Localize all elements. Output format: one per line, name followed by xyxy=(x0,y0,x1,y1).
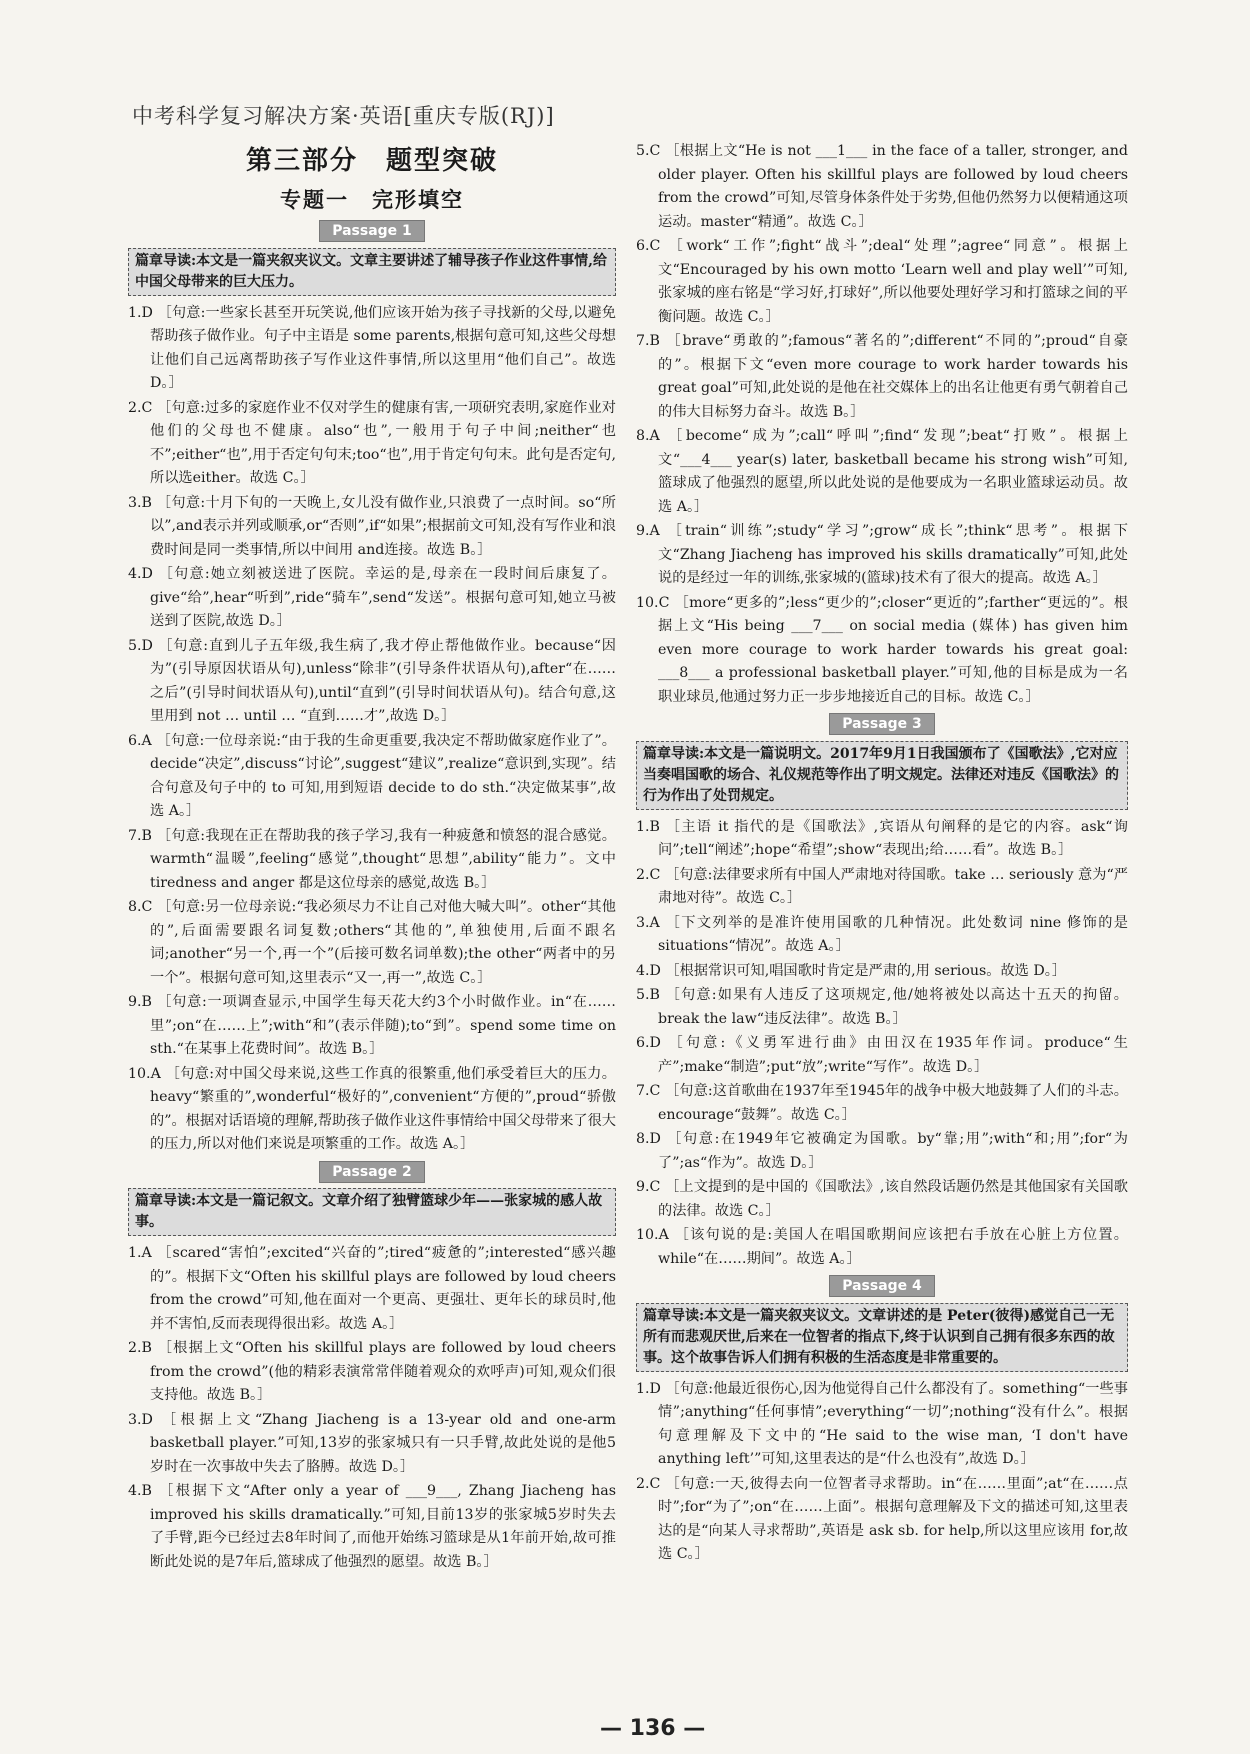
right-blocks xyxy=(636,140,1128,1567)
answer-item: 2.C ［句意:过多的家庭作业不仅对学生的健康有害,一项研究表明,家庭作业对他们的父母也不健康。also“也”,一般用于句子中间;neither“也不”;either“也”,用于否定句句末;too“也”,用于肯定句句末。此句是否定句,所以选either。故选 C。］ xyxy=(128,399,616,486)
answer-item: 10.C ［more“更多的”;less“更少的”;closer“更近的”;farther“更远的”。根据上文“His being ___7___ on social media (媒体) has given him even more courage to work harder towards his great goal: ___8___ a professional basketball player.”可知,他的目标是成为一名职业球员,他通过努力正一步步地接近自己的目标。故选 C。］ xyxy=(636,594,1128,705)
passage-label: Passage 4 xyxy=(829,1275,935,1297)
page-number: — 136 — xyxy=(600,1716,706,1741)
answer-item: 6.D ［句意:《义勇军进行曲》由田汉在1935年作词。produce“生产”;make“制造”;put“放”;write“写作”。故选 D。］ xyxy=(636,1035,1128,1075)
answer-item: 1.D ［句意:他最近很伤心,因为他觉得自己什么都没有了。something“一些事情”;anything“任何事情”;everything“一切”;nothing“没有什么”。根据句意理解及下文中的“He said to the wise man, ‘I don't have anything left’”可知,这里表达的是“什么也没有”,故选 D。］ xyxy=(636,1380,1128,1467)
passage-label-wrap xyxy=(636,1275,1128,1299)
answer-item: 2.C ［句意:一天,彼得去向一位智者寻求帮助。in“在……里面”;at“在……点时”;for“为了”;on“在……上面”。根据句意理解及下文的描述可知,这里表达的是“向某人寻求帮助”,英语是 ask sb. for help,所以这里应该用 for,故选 C。］ xyxy=(636,1475,1128,1562)
answer-item: 6.A ［句意:一位母亲说:“由于我的生命更重要,我决定不帮助做家庭作业了”。decide“决定”,discuss“讨论”,suggest“建议”,realize“意识到,实现”。结合句意及句子中的 to 可知,用到短语 decide to do sth.“决定做某事”,故选 A。］ xyxy=(128,732,616,819)
answer-item: 1.D ［句意:一些家长甚至开玩笑说,他们应该开始为孩子寻找新的父母,以避免帮助孩子做作业。句子中主语是 some parents,根据句意可知,这些父母想让他们自己远离帮助孩子写作业这件事情,所以这里用“他们自己”。故选 D。］ xyxy=(128,304,616,391)
answer-item: 8.A ［become“成为”;call“呼叫”;find“发现”;beat“打败”。根据上文“___4___ year(s) later, basketball became his strong wish”可知,篮球成了他强烈的愿望,所以此处说的是他要成为一名职业篮球运动员。故选 A。］ xyxy=(636,428,1128,515)
answer-item: 5.C ［根据上文“He is not ___1___ in the face of a taller, stronger, and older player. Often his skillful plays are followed by loud cheers from the crowd”可知,尽管身体条件处于劣势,但他仍然努力以便精通这项运动。master“精通”。故选 C。］ xyxy=(636,143,1128,230)
passage-label: Passage 1 xyxy=(319,220,425,242)
answer-item: 4.B ［根据下文“After only a year of ___9___, Zhang Jiacheng has improved his skills dramatically.”可知,目前13岁的张家城5岁时失去了手臂,距今已经过去8年时间了,而他开始练习篮球是从1年前开始,故可推断此处说的是7年后,篮球成了他强烈的愿望。故选 B。］ xyxy=(128,1483,616,1570)
answer-item: 9.A ［train“训练”;study“学习”;grow“成长”;think“思考”。根据下文“Zhang Jiacheng has improved his skills dramatically”可知,此处说的是经过一年的训练,张家城的(篮球)技术有了很大的提高。故选 A。］ xyxy=(636,523,1128,586)
answer-item: 7.B ［brave“勇敢的”;famous“著名的”;different“不同的”;proud“自豪的”。根据下文“even more courage to work harder towards his great goal”可知,此处说的是他在社交媒体上的出名让他更有勇气朝着自己的伟大目标努力奋斗。故选 B。］ xyxy=(636,333,1128,420)
answer-item: 2.C ［句意:法律要求所有中国人严肃地对待国歌。take … seriously 意为“严肃地对待”。故选 C。］ xyxy=(636,866,1128,906)
right-column xyxy=(636,140,1128,1568)
left-column xyxy=(128,138,616,1575)
passage-label-wrap xyxy=(128,1161,616,1185)
answer-item: 3.A ［下文列举的是准许使用国歌的几种情况。此处数词 nine 修饰的是 situations“情况”。故选 A。］ xyxy=(636,914,1128,954)
answer-item: 7.C ［句意:这首歌曲在1937年至1945年的战争中极大地鼓舞了人们的斗志。encourage“鼓舞”。故选 C。］ xyxy=(636,1083,1128,1123)
answer-item: 5.B ［句意:如果有人违反了这项规定,他/她将被处以高达十五天的拘留。break the law“违反法律”。故选 B。］ xyxy=(636,987,1128,1027)
chapter-guide: 篇章导读:本文是一篇记叙文。文章介绍了独臂篮球少年——张家城的感人故事。 xyxy=(128,1188,616,1236)
answer-item: 2.B ［根据上文“Often his skillful plays are followed by loud cheers from the crowd”(他的精彩表演常常伴随着观众的欢呼声)可知,观众们很支持他。故选 B。］ xyxy=(128,1340,616,1403)
answer-item: 6.C ［work“工作”;fight“战斗”;deal“处理”;agree“同意”。根据上文“Encouraged by his own motto ‘Learn well and play well’”可知,张家城的座右铭是“学习好,打球好”,所以他要处理好学习和打篮球之间的平衡问题。故选 C。］ xyxy=(636,238,1128,325)
answer-item: 9.C ［上文提到的是中国的《国歌法》,该自然段话题仍然是其他国家有关国歌的法律。故选 C。］ xyxy=(636,1179,1128,1219)
answer-item: 1.B ［主语 it 指代的是《国歌法》,宾语从句阐释的是它的内容。ask“询问”;tell“阐述”;hope“希望”;show“表现出;给……看”。故选 B。］ xyxy=(636,818,1128,858)
answer-item: 10.A ［句意:对中国父母来说,这些工作真的很繁重,他们承受着巨大的压力。heavy“繁重的”,wonderful“极好的”,convenient“方便的”,proud“骄傲的”。根据对话语境的理解,帮助孩子做作业这件事情给中国父母带来了很大的压力,所以对他们来说是项繁重的工作。故选 A。］ xyxy=(128,1065,616,1152)
chapter-guide: 篇章导读:本文是一篇夹叙夹议文。文章主要讲述了辅导孩子作业这件事情,给中国父母带来的巨大压力。 xyxy=(128,248,616,296)
running-head: 中考科学复习解决方案·英语[重庆专版(RJ)] xyxy=(132,104,555,128)
topic-title: 专题一 完形填空 xyxy=(280,187,464,212)
passage-label-wrap xyxy=(128,220,616,244)
answer-item: 4.D ［句意:她立刻被送进了医院。幸运的是,母亲在一段时间后康复了。give“给”,hear“听到”,ride“骑车”,send“发送”。根据句意可知,她立马被送到了医院,故选 D。］ xyxy=(128,566,616,629)
answer-item: 5.D ［句意:直到儿子五年级,我生病了,我才停止帮他做作业。because“因为”(引导原因状语从句),unless“除非”(引导条件状语从句),after“在……之后”(引导时间状语从句),until“直到”(引导时间状语从句)。结合句意,这里用到 not … until … “直到……才”,故选 D。］ xyxy=(128,637,616,724)
chapter-guide: 篇章导读:本文是一篇说明文。2017年9月1日我国颁布了《国歌法》,它对应当奏唱国歌的场合、礼仪规范等作出了明文规定。法律还对违反《国歌法》的行为作出了处罚规定。 xyxy=(636,741,1128,810)
answer-item: 7.B ［句意:我现在正在帮助我的孩子学习,我有一种疲惫和愤怒的混合感觉。warmth“温暖”,feeling“感觉”,thought“思想”,ability“能力”。文中 tiredness and anger 都是这位母亲的感觉,故选 B。］ xyxy=(128,827,616,891)
chapter-guide: 篇章导读:本文是一篇夹叙夹议文。文章讲述的是 Peter(彼得)感觉自己一无所有而悲观厌世,后来在一位智者的指点下,终于认识到自己拥有很多东西的故事。这个故事告诉人们拥有积极的生活态度是非常重要的。 xyxy=(636,1303,1128,1372)
answer-item: 8.D ［句意:在1949年它被确定为国歌。by“靠;用”;with“和;用”;for“为了”;as“作为”。故选 D。］ xyxy=(636,1131,1128,1171)
answer-item: 10.A ［该句说的是:美国人在唱国歌期间应该把右手放在心脏上方位置。while“在……期间”。故选 A。］ xyxy=(636,1227,1128,1267)
answer-item: 3.D ［根据上文“Zhang Jiacheng is a 13-year old and one-arm basketball player.”可知,13岁的张家城只有一只手臂,故此处说的是他5岁时在一次事故中失去了胳膊。故选 D。］ xyxy=(128,1411,616,1475)
passage-label-wrap xyxy=(636,713,1128,737)
answer-item: 8.C ［句意:另一位母亲说:“我必须尽力不让自己对他大喊大叫”。other“其他的”,后面需要跟名词复数;others“其他的”,单独使用,后面不跟名词;another“另一个,再一个”(后接可数名词单数);the other“两者中的另一个”。根据句意可知,这里表示“又一,再一”,故选 C。］ xyxy=(128,899,616,986)
answer-item: 4.D ［根据常识可知,唱国歌时肯定是严肃的,用 serious。故选 D。］ xyxy=(636,962,1067,979)
passage-label: Passage 2 xyxy=(319,1161,425,1183)
answer-item: 1.A ［scared“害怕”;excited“兴奋的”;tired“疲惫的”;interested“感兴趣的”。根据下文“Often his skillful plays are followed by loud cheers from the crowd”可知,他在面对一个更高、更强壮、更年长的球员时,他并不害怕,反而表现得很出彩。故选 A。］ xyxy=(128,1245,616,1332)
answer-item: 9.B ［句意:一项调查显示,中国学生每天花大约3个小时做作业。in“在……里”;on“在……上”;with“和”(表示伴随);to“到”。spend some time on sth.“在某事上花费时间”。故选 B。］ xyxy=(128,994,616,1057)
passage-label: Passage 3 xyxy=(829,713,935,735)
left-blocks xyxy=(128,220,616,1574)
answer-item: 3.B ［句意:十月下旬的一天晚上,女儿没有做作业,只浪费了一点时间。so“所以”,and表示并列或顺承,or“否则”,if“如果”;根据前文可知,没有写作业和浪费时间是同一类事情,所以中间用 and连接。故选 B。］ xyxy=(128,494,616,558)
part-title: 第三部分 题型突破 xyxy=(245,146,498,176)
